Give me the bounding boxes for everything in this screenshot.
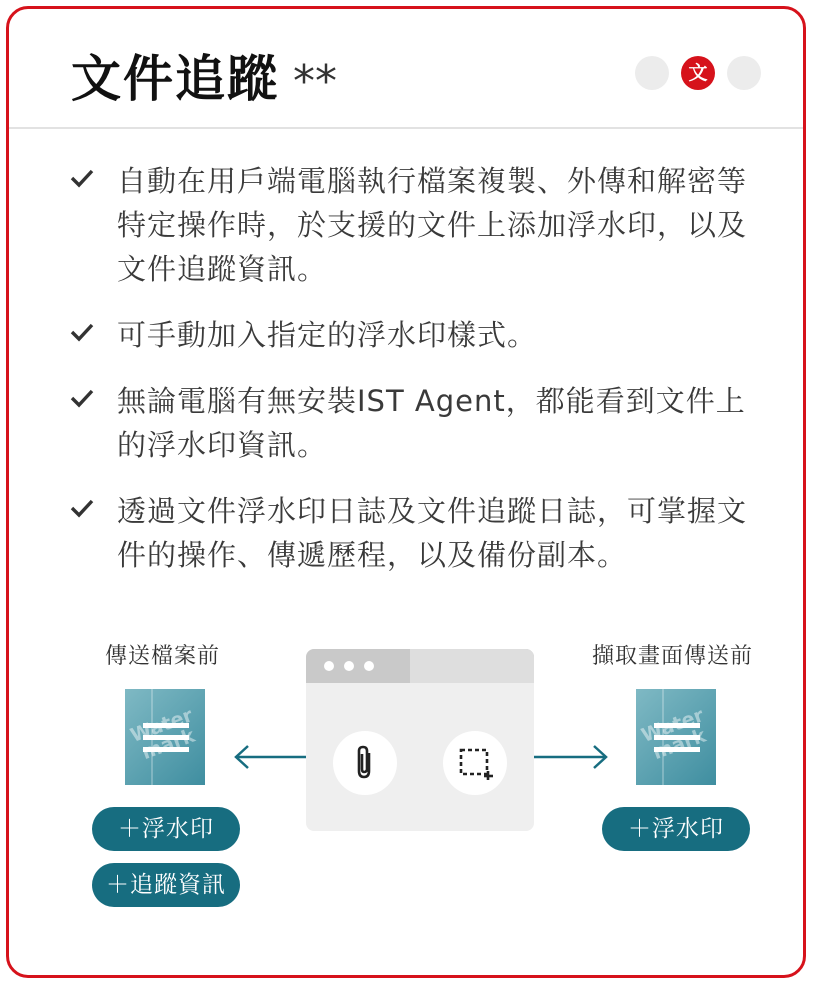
window-dot-icon — [324, 661, 334, 671]
label-before-screenshot: 擷取畫面傳送前 — [592, 644, 754, 669]
attach-button — [333, 731, 397, 795]
feature-item — [67, 313, 767, 357]
card-header — [9, 9, 803, 129]
watermark-text: Water mark — [638, 704, 709, 765]
watermarked-document-icon — [125, 689, 205, 785]
label-before-send: 傳送檔案前 — [105, 644, 221, 669]
checkmark-icon — [67, 163, 97, 193]
window-dot-icon — [344, 661, 354, 671]
feature-text: 自動在用戶端電腦執行檔案複製、外傳和解密等特定操作時，於支援的文件上添加浮水印，以及文件追蹤資訊。 — [117, 164, 748, 286]
add-watermark-tag: ＋浮水印 — [92, 807, 240, 851]
add-watermark-tag: ＋浮水印 — [602, 807, 750, 851]
watermarked-document-icon — [636, 689, 716, 785]
browser-title-bar — [306, 649, 534, 683]
feature-list — [67, 159, 767, 599]
title-text: 文件追蹤 — [71, 50, 279, 108]
checkmark-icon — [67, 317, 97, 347]
feature-text: 透過文件浮水印日誌及文件追蹤日誌，可掌握文件的操作、傳遞歷程，以及備份副本。 — [117, 494, 748, 572]
browser-window-illustration — [306, 649, 534, 831]
feature-item — [67, 159, 767, 291]
paperclip-icon — [352, 745, 378, 781]
feature-text: 無論電腦有無安裝IST Agent，都能看到文件上的浮水印資訊。 — [117, 384, 746, 462]
indicator-dot[interactable] — [635, 56, 669, 90]
feature-card — [6, 6, 806, 978]
feature-item — [67, 379, 767, 467]
feature-item — [67, 489, 767, 577]
window-dot-icon — [364, 661, 374, 671]
watermark-text: Water mark — [127, 704, 198, 765]
language-badge[interactable]: 文 — [681, 56, 715, 90]
page-title — [71, 39, 337, 111]
feature-text: 可手動加入指定的浮水印樣式。 — [117, 318, 538, 352]
screenshot-button — [443, 731, 507, 795]
title-stars: ** — [293, 56, 337, 107]
checkmark-icon — [67, 493, 97, 523]
screenshot-capture-icon — [458, 747, 494, 781]
browser-tab — [410, 649, 534, 683]
checkmark-icon — [67, 383, 97, 413]
indicator-dot[interactable] — [727, 56, 761, 90]
add-tracking-info-tag: ＋追蹤資訊 — [92, 863, 240, 907]
